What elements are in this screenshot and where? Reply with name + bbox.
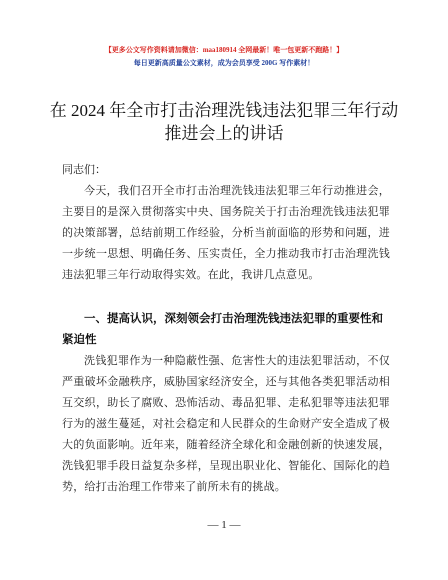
document-title-line-2: 推进会上的讲话: [164, 124, 284, 143]
salutation: 同志们：: [62, 164, 106, 176]
section-1-heading: 一、提高认识，深刻领会打击治理洗钱违法犯罪的重要性和紧迫性: [62, 313, 383, 346]
section-1-paragraph: 洗钱犯罪作为一种隐蔽性强、危害性大的违法犯罪活动，不仅严重破坏金融秩序，威胁国家经济安全，还与其他各类犯罪活动相互交织，助长了腐败、恐怖活动、毒品犯罪、走私犯罪等违法犯罪行为的滋生蔓延，对社会稳定和人民群众的生命财产安全造成了极大的负面影响。近年来，随着经济全球化和金融创新的快速发展，洗钱犯罪手段日益复杂多样，呈现出职业化、智能化、国际化的趋势，给打击治理工作带来了前所未有的挑战。: [62, 355, 390, 493]
promo-banner-line-2: 每日更新高质量公文素材，成为会员享受 200G 写作素材！: [133, 59, 315, 67]
promo-banner-line-1: 【更多公文写作资料请加微信：maa180914 全网最新！唯一包更新不跑路！】: [104, 46, 344, 54]
intro-paragraph: 今天，我们召开全市打击治理洗钱违法犯罪三年行动推进会，主要目的是深入贯彻落实中央、国务院关于打击治理洗钱违法犯罪的决策部署，总结前期工作经验，分析当前面临的形势和问题，进一步统一思想、明确任务、压实责任，全力推动我市打击治理洗钱违法犯罪三年行动取得实效。在此，我讲几点意见。: [62, 185, 390, 281]
document-title-line-1: 在 2024 年全市打击治理洗钱违法犯罪三年行动: [49, 101, 399, 120]
page-number: — 1 —: [207, 519, 241, 531]
